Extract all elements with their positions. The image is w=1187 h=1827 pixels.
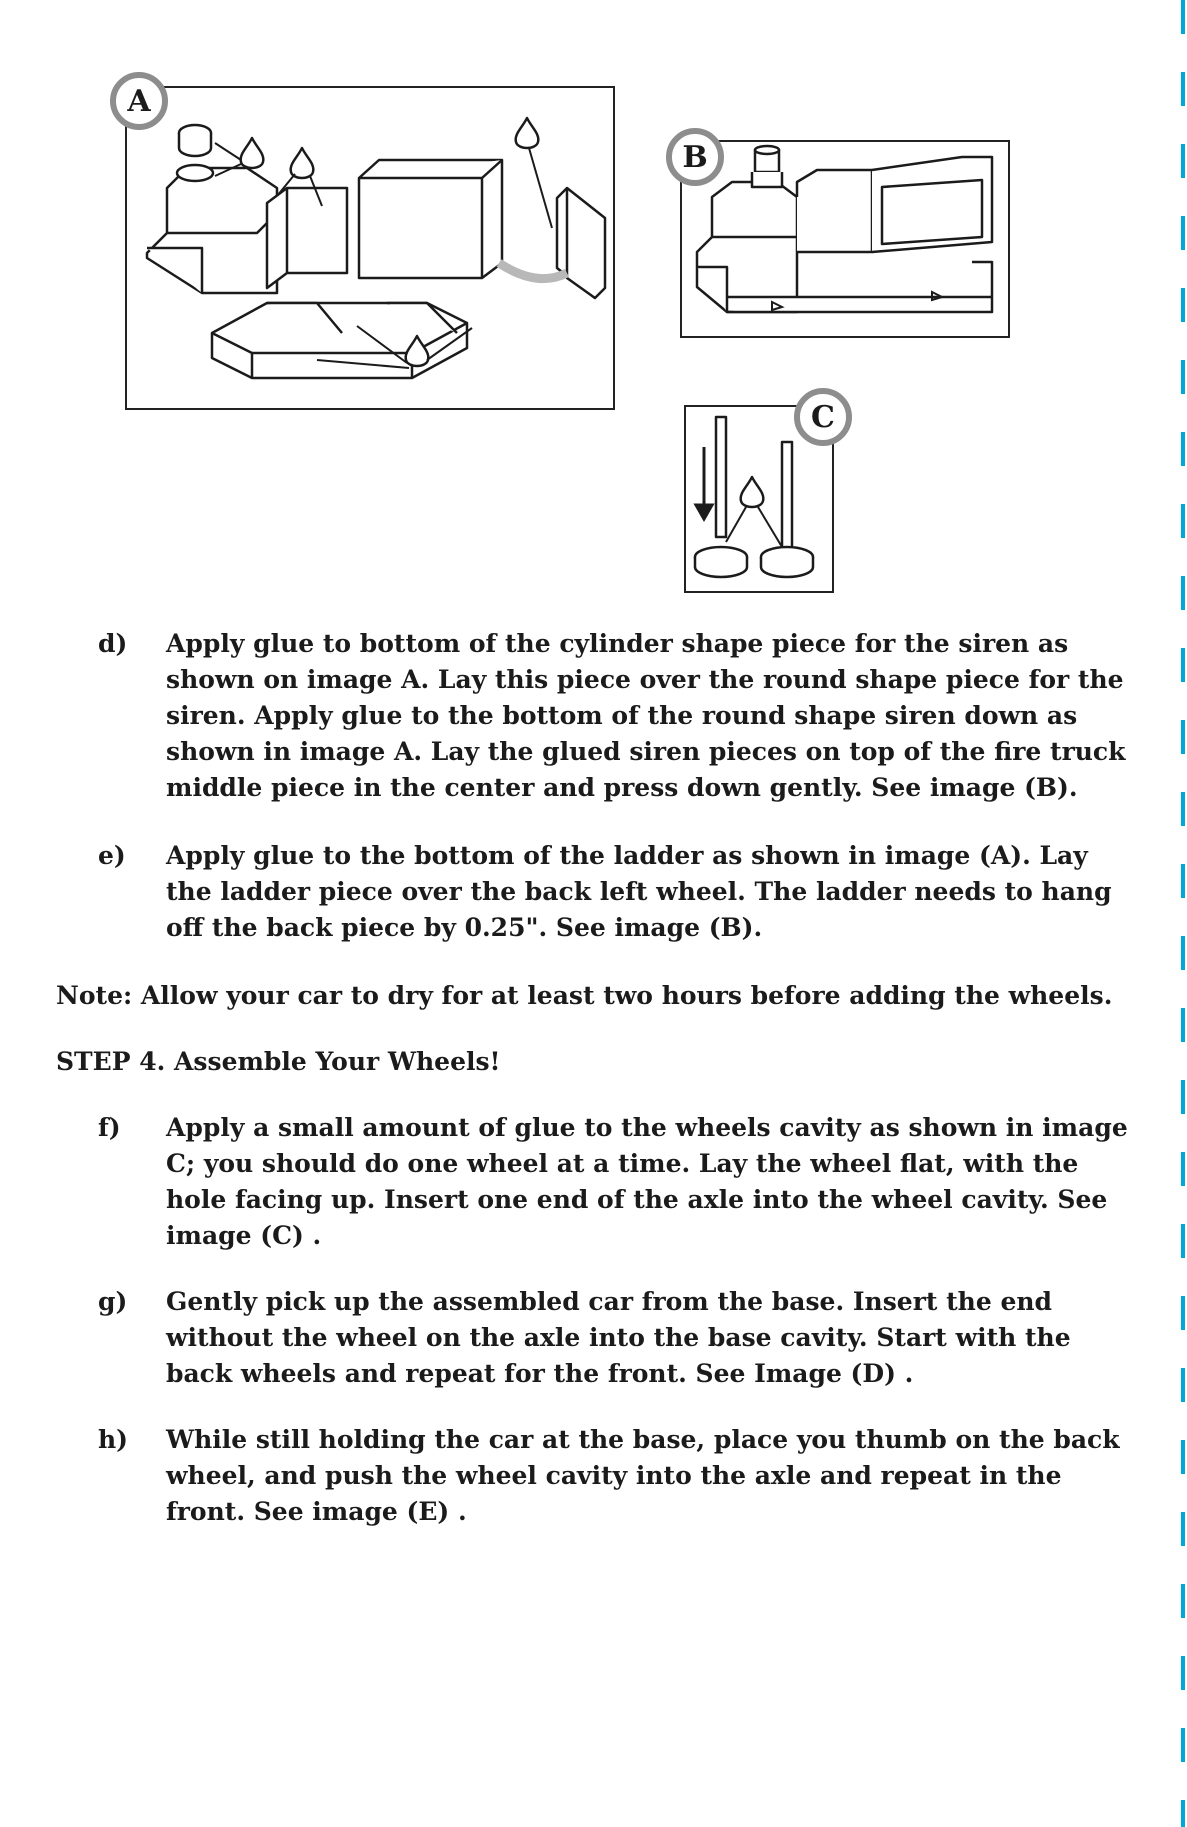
step-f-text: Apply a small amount of glue to the wheels cavity as shown in image C; you should do one wheel at a time. Lay the wheel flat, with the hole facing up. Insert one end of the axle into the wheel cavity. See image (C) .: [166, 1113, 1128, 1250]
step-f: [98, 1110, 1138, 1254]
figure-c-badge: C: [794, 388, 852, 446]
step-e-letter: e): [98, 841, 126, 870]
figure-b-illustration: [682, 142, 1008, 336]
step-d-letter: d): [98, 629, 128, 658]
step-h-letter: h): [98, 1425, 129, 1454]
dashed-cut-line: [1181, 0, 1185, 1827]
step-d: [98, 626, 1138, 806]
step-h: [98, 1422, 1138, 1530]
step-4-heading: STEP 4. Assemble Your Wheels!: [56, 1047, 501, 1076]
figure-a-badge: A: [110, 72, 168, 130]
figure-b-badge: B: [666, 128, 724, 186]
step-h-text: While still holding the car at the base, place you thumb on the back wheel, and push the wheel cavity into the axle and repeat in the front. See image (E) .: [166, 1425, 1120, 1526]
step-d-text: Apply glue to bottom of the cylinder shape piece for the siren as shown on image A. Lay this piece over the round shape piece for the siren. Apply glue to the bottom of the round shape siren down as shown in image A. Lay the glued siren pieces on top of the fire truck middle piece in the center and press down gently. See image (B).: [166, 629, 1126, 802]
step-f-letter: f): [98, 1113, 121, 1142]
figure-a-illustration: [127, 88, 613, 408]
figure-b-frame: [680, 140, 1010, 338]
note-text: Note: Allow your car to dry for at least two hours before adding the wheels.: [56, 981, 1113, 1010]
step-g-text: Gently pick up the assembled car from the base. Insert the end without the wheel on the axle into the base cavity. Start with the back wheels and repeat for the front. See Image (D) .: [166, 1287, 1071, 1388]
figure-a-frame: [125, 86, 615, 410]
step-e-text: Apply glue to the bottom of the ladder as shown in image (A). Lay the ladder piece over the back left wheel. The ladder needs to hang off the back piece by 0.25". See image (B).: [166, 841, 1112, 942]
step-e: [98, 838, 1138, 946]
step-g: [98, 1284, 1138, 1392]
step-g-letter: g): [98, 1287, 128, 1316]
